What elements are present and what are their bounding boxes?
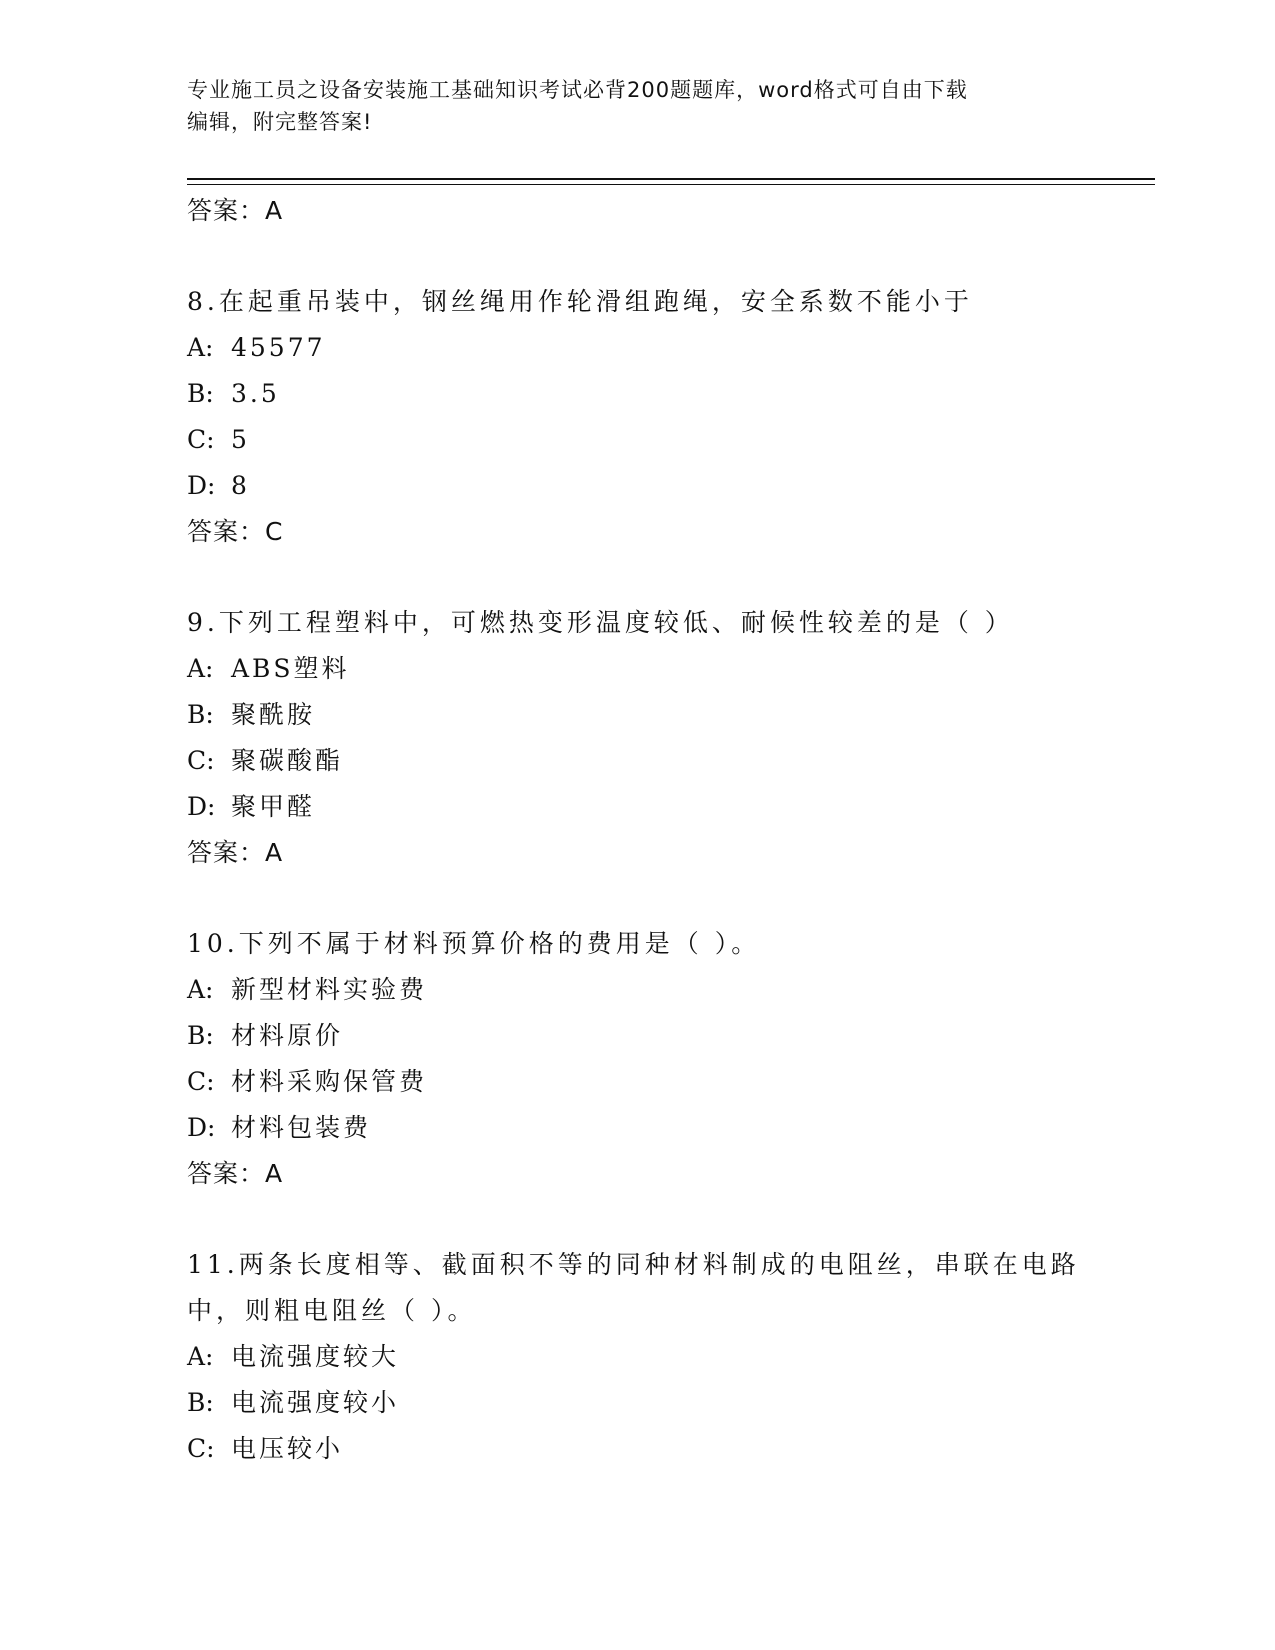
option-text: 电流强度较小 [231, 1388, 400, 1417]
option-label: C: [187, 1067, 215, 1096]
option-text: 8 [231, 471, 250, 500]
option-b [187, 371, 1087, 417]
answer: 答案：A [187, 1159, 284, 1188]
option-text: 材料采购保管费 [231, 1067, 428, 1096]
option-a [187, 325, 1087, 371]
option-label: A: [187, 654, 214, 683]
option-b [187, 1380, 1087, 1426]
option-text: 材料包装费 [231, 1113, 372, 1142]
option-a [187, 646, 1087, 692]
option-text: 电压较小 [231, 1434, 344, 1463]
answer: 答案：C [187, 517, 284, 546]
option-c [187, 738, 1087, 784]
option-label: B: [187, 1021, 214, 1050]
option-label: C: [187, 746, 215, 775]
option-a [187, 1334, 1087, 1380]
question-text: 10.下列不属于材料预算价格的费用是（ ）。 [187, 929, 761, 958]
option-a [187, 967, 1087, 1013]
option-label: A: [187, 1342, 214, 1371]
question-block-11 [187, 1242, 1087, 1472]
option-text: 新型材料实验费 [231, 975, 428, 1004]
option-c [187, 417, 1087, 463]
option-text: 聚碳酸酯 [231, 746, 344, 775]
option-text: ABS塑料 [231, 654, 350, 683]
option-label: A: [187, 333, 214, 362]
header-line-1: 专业施工员之设备安装施工基础知识考试必背200题题库，word格式可自由下载 [187, 78, 968, 102]
option-b [187, 1013, 1087, 1059]
answer-prev: 答案：A [187, 196, 284, 225]
option-c [187, 1426, 1087, 1472]
option-label: D: [187, 792, 216, 821]
option-label: B: [187, 379, 214, 408]
option-c [187, 1059, 1087, 1105]
question-block-8 [187, 279, 1087, 555]
spacer [187, 1197, 1087, 1242]
option-d [187, 784, 1087, 830]
option-text: 45577 [231, 333, 326, 362]
spacer [187, 876, 1087, 921]
answer: 答案：A [187, 838, 284, 867]
question-text-line-1: 11.两条长度相等、截面积不等的同种材料制成的电阻丝，串联在电路 [187, 1250, 1080, 1279]
option-label: B: [187, 1388, 214, 1417]
option-b [187, 692, 1087, 738]
option-text: 5 [231, 425, 250, 454]
option-text: 聚酰胺 [231, 700, 316, 729]
option-text: 材料原价 [231, 1021, 344, 1050]
spacer [187, 234, 1087, 279]
option-label: C: [187, 1434, 215, 1463]
question-text-line-2: 中，则粗电阻丝（ ）。 [187, 1296, 477, 1325]
header-line-2: 编辑，附完整答案! [187, 110, 373, 134]
option-text: 电流强度较大 [231, 1342, 400, 1371]
header-rule-thin [187, 184, 1155, 185]
option-d [187, 463, 1087, 509]
question-block-10 [187, 921, 1087, 1197]
document-body [187, 188, 1087, 1472]
option-label: D: [187, 471, 216, 500]
option-text: 聚甲醛 [231, 792, 316, 821]
question-block-9 [187, 600, 1087, 876]
spacer [187, 555, 1087, 600]
option-text: 3.5 [231, 379, 280, 408]
option-label: C: [187, 425, 215, 454]
document-header [187, 74, 1067, 138]
question-text: 9.下列工程塑料中，可燃热变形温度较低、耐候性较差的是（ ） [187, 608, 1014, 637]
option-label: D: [187, 1113, 216, 1142]
option-d [187, 1105, 1087, 1151]
question-text: 8.在起重吊装中，钢丝绳用作轮滑组跑绳，安全系数不能小于 [187, 287, 973, 316]
option-label: B: [187, 700, 214, 729]
option-label: A: [187, 975, 214, 1004]
header-rule-thick [187, 178, 1155, 180]
